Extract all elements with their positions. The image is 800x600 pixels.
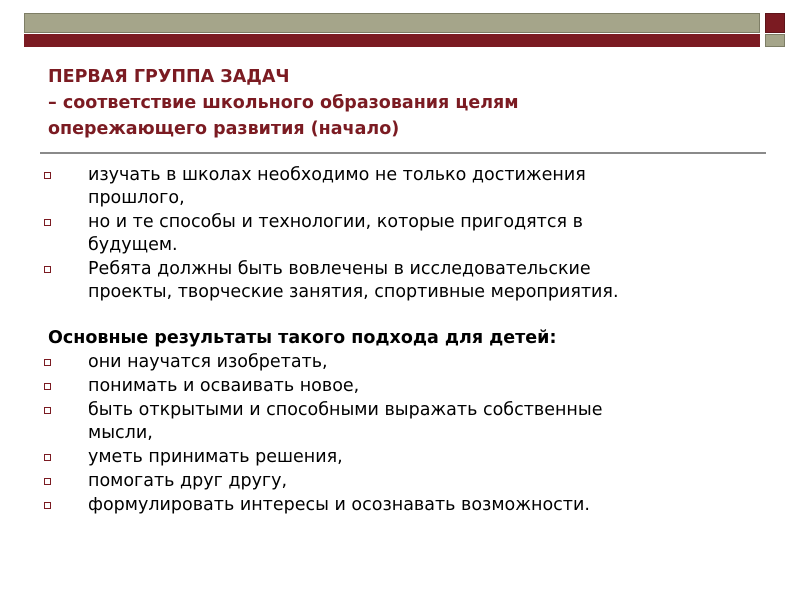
list-item: [40, 494, 760, 517]
header-square-maroon: [765, 13, 785, 33]
list-item: [40, 470, 760, 493]
list-item: [40, 164, 760, 210]
square-bullet-icon: [44, 266, 51, 273]
square-bullet-icon: [44, 454, 51, 461]
square-bullet-icon: [44, 407, 51, 414]
list-item: [40, 399, 760, 445]
title-divider: [40, 152, 766, 154]
list-item-line: Ребята должны быть вовлечены в исследовательские: [88, 259, 591, 279]
square-bullet-icon: [44, 172, 51, 179]
results-subheading: Основные результаты такого подхода для детей:: [48, 328, 557, 348]
header-bar-maroon: [24, 34, 760, 47]
header-square-olive: [765, 34, 785, 47]
square-bullet-icon: [44, 478, 51, 485]
list-item: [40, 375, 760, 398]
list-item: [40, 351, 760, 374]
list-item-line: проекты, творческие занятия, спортивные мероприятия.: [88, 282, 619, 302]
list-item: [40, 258, 760, 304]
header-bar-olive: [24, 13, 760, 33]
list-item-line: формулировать интересы и осознавать возможности.: [88, 495, 590, 515]
square-bullet-icon: [44, 383, 51, 390]
title-line-1: ПЕРВАЯ ГРУППА ЗАДАЧ: [48, 67, 290, 87]
list-item-line: изучать в школах необходимо не только достижения: [88, 165, 586, 185]
title-line-2: – соответствие школьного образования целям: [48, 93, 519, 113]
slide-title: [48, 64, 758, 142]
list-item-line: быть открытыми и способными выражать собственные: [88, 400, 603, 420]
slide-content: [40, 164, 760, 518]
list-item-line: они научатся изобретать,: [88, 352, 328, 372]
list-item-line: но и те способы и технологии, которые пригодятся в: [88, 212, 583, 232]
list-item: [40, 211, 760, 257]
list-item: [40, 446, 760, 469]
list-item-line: мысли,: [88, 423, 153, 443]
square-bullet-icon: [44, 359, 51, 366]
list-item-line: прошлого,: [88, 188, 185, 208]
square-bullet-icon: [44, 219, 51, 226]
list-item-line: будущем.: [88, 235, 178, 255]
list-item-line: уметь принимать решения,: [88, 447, 343, 467]
list-item-line: помогать друг другу,: [88, 471, 288, 491]
title-line-3: опережающего развития (начало): [48, 119, 400, 139]
list-item-line: понимать и осваивать новое,: [88, 376, 360, 396]
square-bullet-icon: [44, 502, 51, 509]
